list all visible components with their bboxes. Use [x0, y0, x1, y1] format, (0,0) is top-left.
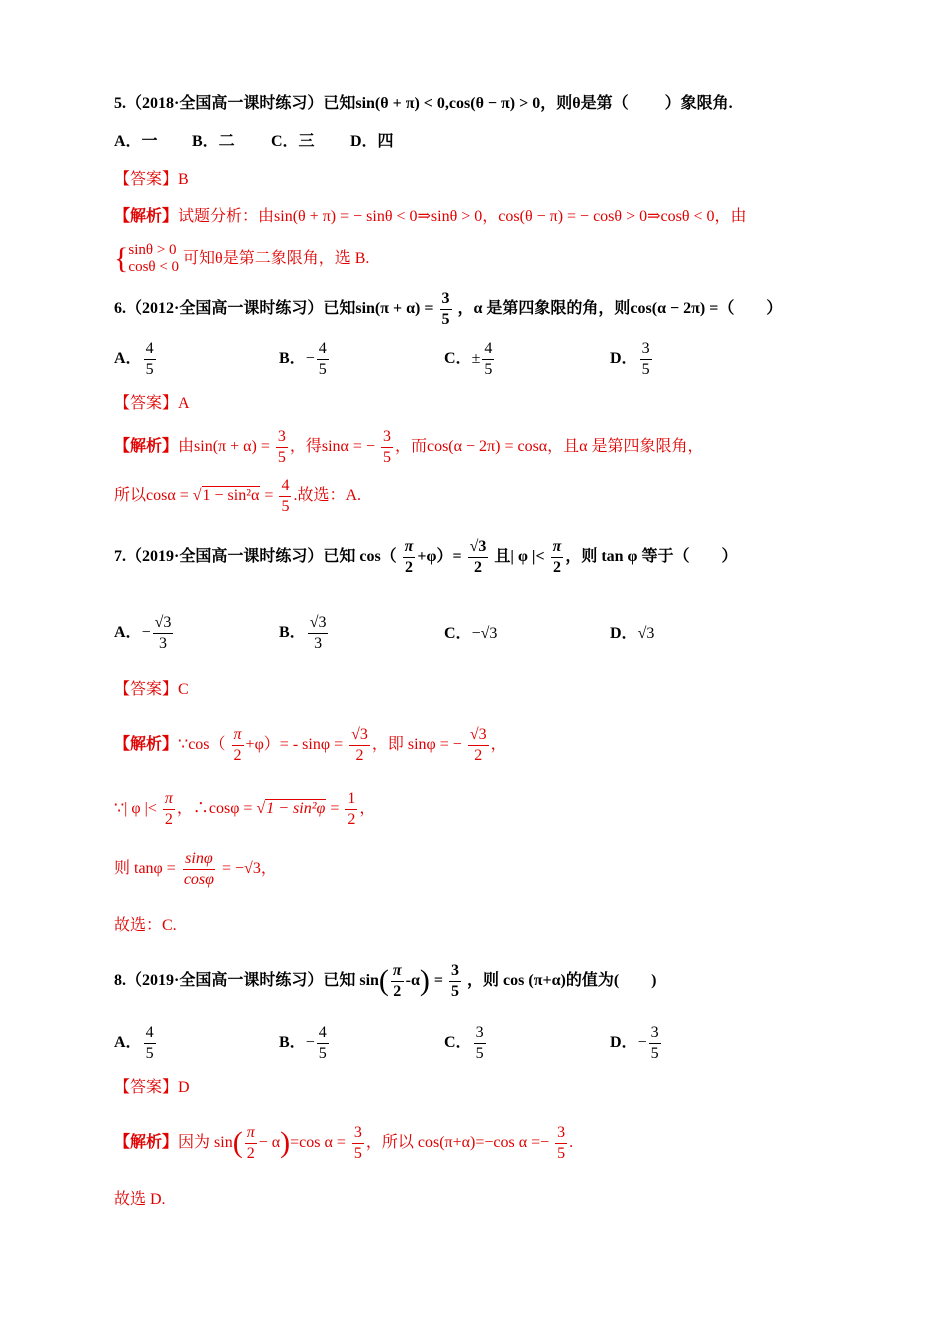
- q5-sys-top: sinθ > 0: [128, 242, 177, 258]
- option-fraction: [482, 340, 494, 378]
- denominator: 5: [382, 448, 391, 466]
- option-label: C．: [444, 625, 472, 642]
- radicand: 1 − sin²α: [202, 486, 260, 504]
- text: =: [264, 486, 274, 504]
- q7-stem: [114, 538, 738, 576]
- denominator: 2: [393, 982, 402, 1000]
- fraction: [381, 428, 393, 466]
- numerator: √3: [468, 726, 489, 746]
- q5-option-b: B．二: [192, 133, 235, 150]
- radicand: 1 − sin²φ: [266, 799, 326, 817]
- denominator: 5: [641, 360, 650, 378]
- numerator: π: [391, 962, 404, 982]
- numerator: 4: [144, 1024, 156, 1044]
- option-fraction: [649, 1024, 661, 1062]
- q7-explanation-line2: [114, 790, 375, 828]
- numerator: √3: [153, 614, 174, 634]
- denominator: 2: [347, 810, 356, 828]
- option-fraction: [153, 614, 174, 652]
- option-fraction: [144, 340, 156, 378]
- text: +φ）=: [417, 547, 462, 565]
- q5-system: [128, 242, 179, 277]
- q8-explanation-line1: [114, 1124, 573, 1162]
- numerator: 3: [649, 1024, 661, 1044]
- denominator: 5: [650, 1044, 659, 1062]
- q5-explanation-line2: [114, 242, 369, 277]
- fraction: [468, 726, 489, 764]
- fraction: [245, 1124, 257, 1162]
- numerator: sinφ: [183, 850, 215, 870]
- option-sign: −: [305, 349, 315, 367]
- fraction: [449, 962, 461, 1000]
- q8-exp-label: 【解析】: [114, 1133, 179, 1151]
- text: 由sin(π + α) =: [178, 437, 270, 455]
- option-fraction: [474, 1024, 486, 1062]
- q7-explanation-line3: [114, 850, 277, 888]
- q7-exp-label: 【解析】: [114, 735, 179, 753]
- numerator: 3: [440, 290, 452, 310]
- q8-option-a: [114, 1024, 158, 1062]
- numerator: 4: [482, 340, 494, 360]
- q5-option-a: A．一: [114, 133, 158, 150]
- text: ∵cos（: [178, 735, 226, 753]
- option-label: D．: [610, 625, 638, 642]
- denominator: 5: [145, 1044, 154, 1062]
- numerator: 1: [345, 790, 357, 810]
- text: ，而cos(α − 2π) = cosα，且α 是第四象限角，: [394, 437, 704, 455]
- fraction: [276, 428, 288, 466]
- denominator: 3: [314, 634, 323, 652]
- option-label: A．: [114, 623, 142, 641]
- text: .故选：A.: [293, 486, 361, 504]
- q5-option-d: D．四: [350, 133, 394, 150]
- numerator: 4: [317, 340, 329, 360]
- text: 8.（2019·全国高一课时练习）已知 sin: [114, 971, 379, 989]
- text: 7.（2019·全国高一课时练习）已知 cos（: [114, 547, 397, 565]
- option-fraction: [144, 1024, 156, 1062]
- option-fraction: [317, 340, 329, 378]
- q8-option-d: [610, 1024, 663, 1062]
- fraction: [352, 1124, 364, 1162]
- denominator: 5: [475, 1044, 484, 1062]
- denominator: 5: [318, 1044, 327, 1062]
- numerator: √3: [308, 614, 329, 634]
- option-label: A．: [114, 349, 142, 367]
- numerator: 3: [276, 428, 288, 448]
- numerator: π: [232, 726, 244, 746]
- text: ，: [490, 735, 507, 753]
- text: 且| φ |<: [494, 547, 545, 565]
- q5-exp-label: 【解析】: [114, 208, 179, 225]
- option-label: B．: [279, 349, 306, 367]
- denominator: 2: [474, 558, 483, 576]
- text: =: [330, 799, 340, 817]
- denominator: 2: [233, 746, 242, 764]
- option-label: B．: [279, 1033, 306, 1051]
- text: +φ）= - sinφ =: [245, 735, 344, 753]
- text: ∵| φ |<: [114, 799, 157, 817]
- denominator: 5: [318, 360, 327, 378]
- q6-option-a: [114, 340, 158, 378]
- numerator: 3: [474, 1024, 486, 1044]
- text: =: [433, 971, 444, 989]
- option-value: −√3: [471, 625, 498, 642]
- text: ，: [359, 799, 376, 817]
- q5-option-c: C．三: [271, 133, 315, 150]
- q7-answer: 【答案】C: [114, 681, 189, 698]
- q5-explanation-line1: [114, 209, 747, 225]
- numerator: 4: [279, 477, 291, 497]
- q6-stem-fraction: [440, 290, 452, 328]
- q7-option-a: [114, 614, 175, 652]
- numerator: 3: [640, 340, 652, 360]
- numerator: π: [245, 1124, 257, 1144]
- q7-option-c: [444, 626, 497, 642]
- denominator: 2: [552, 558, 561, 576]
- text: 则 tanφ =: [114, 859, 176, 877]
- text: ，∴cosφ = √: [176, 799, 266, 817]
- fraction: [555, 1124, 567, 1162]
- numerator: π: [551, 538, 564, 558]
- q5-answer: 【答案】B: [114, 171, 189, 188]
- denominator: 2: [405, 558, 414, 576]
- option-label: D．: [610, 349, 638, 367]
- fraction: [182, 850, 216, 888]
- option-label: B．: [279, 623, 306, 641]
- option-sign: ±: [471, 349, 481, 367]
- option-sign: −: [141, 623, 151, 641]
- denominator: 3: [158, 634, 167, 652]
- option-fraction: [640, 340, 652, 378]
- text: =cos α =: [290, 1133, 346, 1151]
- denominator: 5: [353, 1144, 362, 1162]
- denominator: 5: [557, 1144, 566, 1162]
- q6-explanation-line2: [114, 477, 361, 515]
- text: ，则 tan φ 等于（ ）: [565, 547, 738, 565]
- q7-option-b: [279, 614, 330, 652]
- fraction: [468, 538, 489, 576]
- numerator: 4: [317, 1024, 329, 1044]
- left-paren: (: [232, 1126, 243, 1160]
- text: 因为 sin: [178, 1133, 233, 1151]
- option-fraction: [308, 614, 329, 652]
- q8-answer: 【答案】D: [114, 1079, 190, 1096]
- denominator: 5: [484, 360, 493, 378]
- option-sign: −: [637, 1033, 647, 1051]
- denominator: 2: [164, 810, 173, 828]
- q8-stem: [114, 962, 657, 1000]
- numerator: √3: [349, 726, 370, 746]
- q6-stem-post: ，α 是第四象限的角，则cos(α − 2π) =（ ）: [457, 299, 783, 317]
- q8-option-b: [279, 1024, 331, 1062]
- q7-option-d: [610, 626, 654, 642]
- left-paren: (: [378, 964, 389, 998]
- fraction: [163, 790, 175, 828]
- numerator: π: [403, 538, 416, 558]
- fraction: [403, 538, 416, 576]
- fraction: [232, 726, 244, 764]
- numerator: 3: [449, 962, 461, 982]
- denominator: 5: [451, 982, 460, 1000]
- q7-explanation-line4: 故选：C.: [114, 917, 177, 934]
- option-label: A．: [114, 1033, 142, 1051]
- numerator: 3: [381, 428, 393, 448]
- option-label: C．: [444, 349, 472, 367]
- text: .: [569, 1133, 574, 1151]
- text: ，得sinα = −: [289, 437, 375, 455]
- option-label: C．: [444, 1033, 472, 1051]
- fraction: [391, 962, 404, 1000]
- option-sign: −: [305, 1033, 315, 1051]
- numerator: π: [163, 790, 175, 810]
- q6-option-c: [444, 340, 496, 378]
- denominator: 5: [281, 497, 290, 515]
- q5-brace: {: [114, 242, 129, 276]
- q5-stem: 5.（2018·全国高一课时练习）已知sin(θ + π) < 0,cos(θ − π) > 0，则θ是第（ ）象限角.: [114, 95, 733, 112]
- right-paren: ): [419, 964, 430, 998]
- option-label: D．: [610, 1033, 638, 1051]
- text: ，即 sinφ = −: [371, 735, 462, 753]
- denominator: 5: [441, 310, 450, 328]
- denominator: cosφ: [183, 870, 214, 888]
- numerator: √3: [468, 538, 489, 558]
- text: = −√3，: [222, 859, 277, 877]
- q5-sys-bottom: cosθ < 0: [128, 259, 180, 276]
- denominator: 2: [474, 746, 483, 764]
- q7-explanation-line1: [114, 726, 507, 764]
- text: − α: [258, 1133, 281, 1151]
- q8-explanation-line2: 故选 D.: [114, 1191, 166, 1208]
- q6-explanation-line1: [114, 428, 704, 466]
- text: ，所以 cos(π+α)=−cos α =−: [365, 1133, 550, 1151]
- option-fraction: [317, 1024, 329, 1062]
- q6-stem: [114, 290, 782, 328]
- fraction: [279, 477, 291, 515]
- q6-exp-label: 【解析】: [114, 437, 179, 455]
- denominator: 5: [145, 360, 154, 378]
- numerator: 3: [352, 1124, 364, 1144]
- q6-stem-pre: 6.（2012·全国高一课时练习）已知sin(π + α) =: [114, 299, 434, 317]
- option-value: √3: [637, 625, 655, 642]
- text: -α: [405, 971, 420, 989]
- fraction: [345, 790, 357, 828]
- q6-option-b: [279, 340, 331, 378]
- fraction: [551, 538, 564, 576]
- q5-exp-text1: 试题分析：由sin(θ + π) = − sinθ < 0⇒sinθ > 0，cos(θ − π) = − cosθ > 0⇒cosθ < 0，由: [178, 208, 747, 225]
- denominator: 2: [246, 1144, 255, 1162]
- q5-exp-text2: 可知θ是第二象限角，选 B.: [183, 249, 370, 267]
- numerator: 3: [555, 1124, 567, 1144]
- q6-answer: 【答案】A: [114, 395, 190, 412]
- q8-option-c: [444, 1024, 488, 1062]
- q6-option-d: [610, 340, 654, 378]
- text: ，则 cos (π+α)的值为( ): [467, 971, 657, 989]
- denominator: 5: [277, 448, 286, 466]
- numerator: 4: [144, 340, 156, 360]
- fraction: [349, 726, 370, 764]
- right-paren: ): [280, 1126, 291, 1160]
- text: 所以cosα = √: [114, 486, 202, 504]
- denominator: 2: [355, 746, 364, 764]
